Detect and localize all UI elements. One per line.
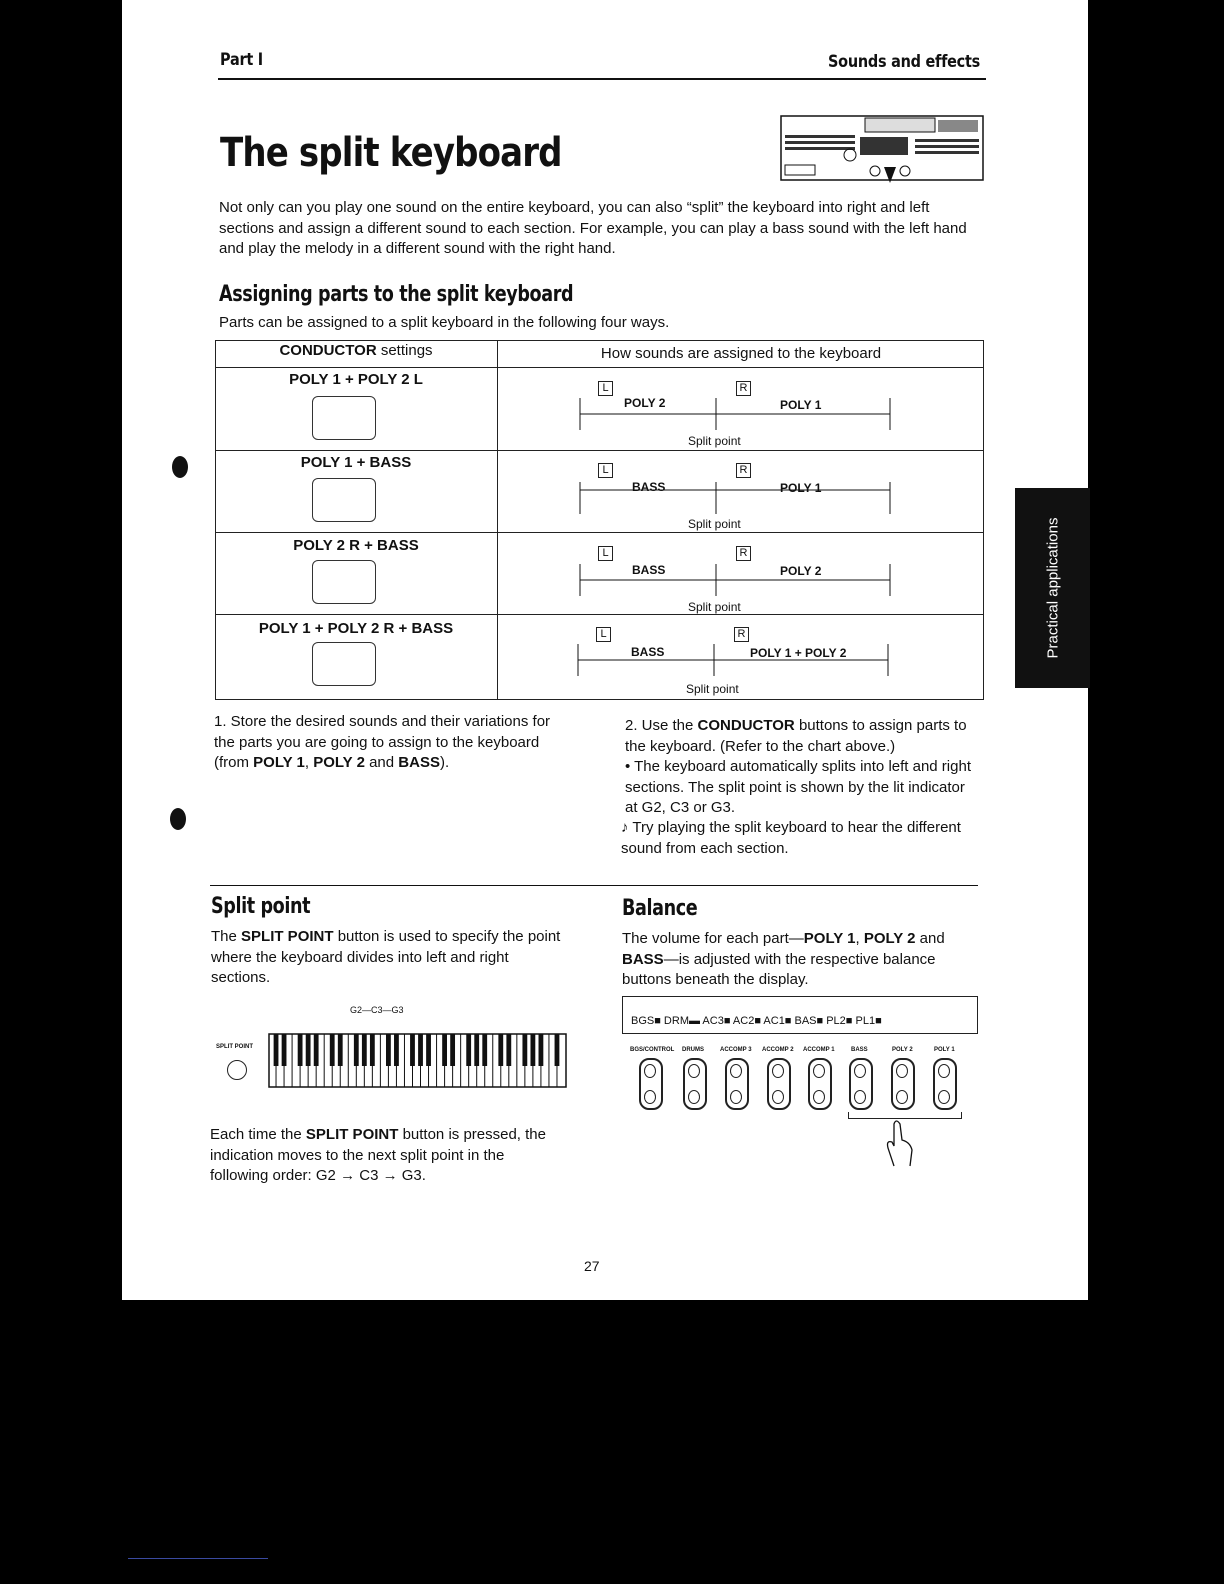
balance-button-poly1[interactable] xyxy=(933,1058,957,1110)
black-key xyxy=(282,1034,287,1066)
row1-conductor-diagram xyxy=(312,396,376,440)
col-conductor-header: CONDUCTOR settings xyxy=(279,342,433,359)
balance-button-poly2[interactable] xyxy=(891,1058,915,1110)
row4-setting: POLY 1 + POLY 2 R + BASS xyxy=(258,620,454,637)
control-panel-thumbnail xyxy=(780,115,985,183)
black-key xyxy=(482,1034,487,1066)
side-tab xyxy=(1015,488,1090,688)
balance-display xyxy=(622,996,978,1034)
header-rule xyxy=(218,78,986,80)
row2-left-part: BASS xyxy=(632,480,666,494)
balance-button-drums[interactable] xyxy=(683,1058,707,1110)
black-key xyxy=(498,1034,503,1066)
side-tab-label: Practical applications xyxy=(1044,517,1061,659)
row4-right-marker: R xyxy=(734,627,749,642)
black-key xyxy=(338,1034,343,1066)
section-rule xyxy=(210,885,978,886)
balance-label-7: POLY 2 xyxy=(892,1047,913,1053)
row4-right-part: POLY 1 + POLY 2 xyxy=(750,646,847,660)
page-title: The split keyboard xyxy=(220,130,562,176)
row2-left-marker: L xyxy=(598,463,613,478)
assign-lead: Parts can be assigned to a split keyboard in the following four ways. xyxy=(219,314,670,331)
black-key xyxy=(394,1034,399,1066)
black-key xyxy=(298,1034,303,1066)
row1-setting: POLY 1 + POLY 2 L xyxy=(289,371,423,388)
black-key xyxy=(386,1034,391,1066)
row4-split-point: Split point xyxy=(686,682,739,696)
row4-left-marker: L xyxy=(596,627,611,642)
black-key xyxy=(410,1034,415,1066)
black-key xyxy=(418,1034,423,1066)
balance-label-5: ACCOMP 1 xyxy=(803,1047,835,1053)
page-number: 27 xyxy=(584,1258,600,1274)
row3-right-marker: R xyxy=(736,546,751,561)
balance-label-1: BGS/CONTROL xyxy=(630,1047,675,1053)
balance-button-accomp3[interactable] xyxy=(725,1058,749,1110)
punch-hole-1 xyxy=(172,456,188,478)
step-2-note: ♪ Try playing the split keyboard to hear the different sound from each section. xyxy=(621,819,961,857)
row1-left-part: POLY 2 xyxy=(624,396,666,410)
balance-display-text: BGS■ DRM▬ AC3■ AC2■ AC1■ BAS■ PL2■ PL1■ xyxy=(631,1015,882,1027)
balance-button-accomp2[interactable] xyxy=(767,1058,791,1110)
intro-paragraph: Not only can you play one sound on the entire keyboard, you can also “split” the keyboard into right and left sections and assign a different sound to each section. For example, you can play a bass sound with the left hand and play the melody in a different sound with the right hand. xyxy=(219,199,967,257)
black-key xyxy=(555,1034,560,1066)
black-key xyxy=(362,1034,367,1066)
balance-label-3: ACCOMP 3 xyxy=(720,1047,752,1053)
row3-split-point: Split point xyxy=(688,600,741,614)
black-key xyxy=(450,1034,455,1066)
balance-heading: Balance xyxy=(622,896,698,921)
row1-left-marker: L xyxy=(598,381,613,396)
balance-label-8: POLY 1 xyxy=(934,1047,955,1053)
header-section: Sounds and effects xyxy=(828,52,980,72)
row3-split-line xyxy=(578,564,894,600)
row1-split-point: Split point xyxy=(688,434,741,448)
keyboard-illustration xyxy=(268,1033,568,1089)
balance-paragraph: The volume for each part—POLY 1, POLY 2 and BASS—is adjusted with the respective balance buttons beneath the display. xyxy=(622,930,945,988)
black-key xyxy=(274,1034,279,1066)
row1-split-line xyxy=(578,398,894,434)
row2-conductor-diagram xyxy=(312,478,376,522)
black-key xyxy=(506,1034,511,1066)
punch-hole-2 xyxy=(170,808,186,830)
header-part: Part I xyxy=(220,50,263,70)
split-paragraph-2: Each time the SPLIT POINT button is pressed, the indication moves to the next split point in the following order: G2 → C3 → G3. xyxy=(210,1126,546,1184)
pointing-hand-icon xyxy=(880,1118,920,1170)
step-1: 1. Store the desired sounds and their variations for the parts you are going to assign to the keyboard (from POLY 1, POLY 2 and BASS). xyxy=(214,713,551,771)
row3-left-marker: L xyxy=(598,546,613,561)
black-key xyxy=(306,1034,311,1066)
balance-button-bass[interactable] xyxy=(849,1058,873,1110)
balance-label-2: DRUMS xyxy=(682,1047,704,1053)
step-2: 2. Use the CONDUCTOR buttons to assign parts to the keyboard. (Refer to the chart above.) xyxy=(625,717,967,755)
black-key xyxy=(466,1034,471,1066)
row3-left-part: BASS xyxy=(632,563,666,577)
row1-right-marker: R xyxy=(736,381,751,396)
split-point-button-label: SPLIT POINT xyxy=(216,1044,254,1050)
black-key xyxy=(426,1034,431,1066)
row3-setting: POLY 2 R + BASS xyxy=(293,537,419,554)
row2-right-marker: R xyxy=(736,463,751,478)
row2-setting: POLY 1 + BASS xyxy=(300,454,412,471)
black-key xyxy=(474,1034,479,1066)
row4-left-part: BASS xyxy=(631,645,665,659)
split-heading: Split point xyxy=(211,894,311,919)
balance-button-bgs[interactable] xyxy=(639,1058,663,1110)
black-key xyxy=(530,1034,535,1066)
row3-conductor-diagram xyxy=(312,560,376,604)
step-2-bullet: • The keyboard automatically splits into left and right sections. The split point is shown by the lit indicator at G2, C3 or G3. xyxy=(625,758,971,816)
black-key xyxy=(522,1034,527,1066)
row1-right-part: POLY 1 xyxy=(780,398,822,412)
black-key xyxy=(539,1034,544,1066)
col-sounds-header: How sounds are assigned to the keyboard xyxy=(600,345,882,362)
split-points-label: G2—C3—G3 xyxy=(350,1005,404,1015)
assign-heading: Assigning parts to the split keyboard xyxy=(219,282,574,307)
black-key xyxy=(314,1034,319,1066)
black-key xyxy=(330,1034,335,1066)
split-paragraph-1: The SPLIT POINT button is used to specify the point where the keyboard divides into left and right sections. xyxy=(211,928,561,986)
black-key xyxy=(370,1034,375,1066)
split-point-button[interactable] xyxy=(227,1060,247,1080)
row4-conductor-diagram xyxy=(312,642,376,686)
row2-right-part: POLY 1 xyxy=(780,481,822,495)
row4-split-line xyxy=(576,644,892,680)
black-key xyxy=(354,1034,359,1066)
link-underline xyxy=(128,1558,268,1559)
balance-label-6: BASS xyxy=(851,1047,868,1053)
row2-split-line xyxy=(578,482,894,518)
balance-label-4: ACCOMP 2 xyxy=(762,1047,794,1053)
black-key xyxy=(442,1034,447,1066)
row2-split-point: Split point xyxy=(688,517,741,531)
balance-button-accomp1[interactable] xyxy=(808,1058,832,1110)
row3-right-part: POLY 2 xyxy=(780,564,822,578)
